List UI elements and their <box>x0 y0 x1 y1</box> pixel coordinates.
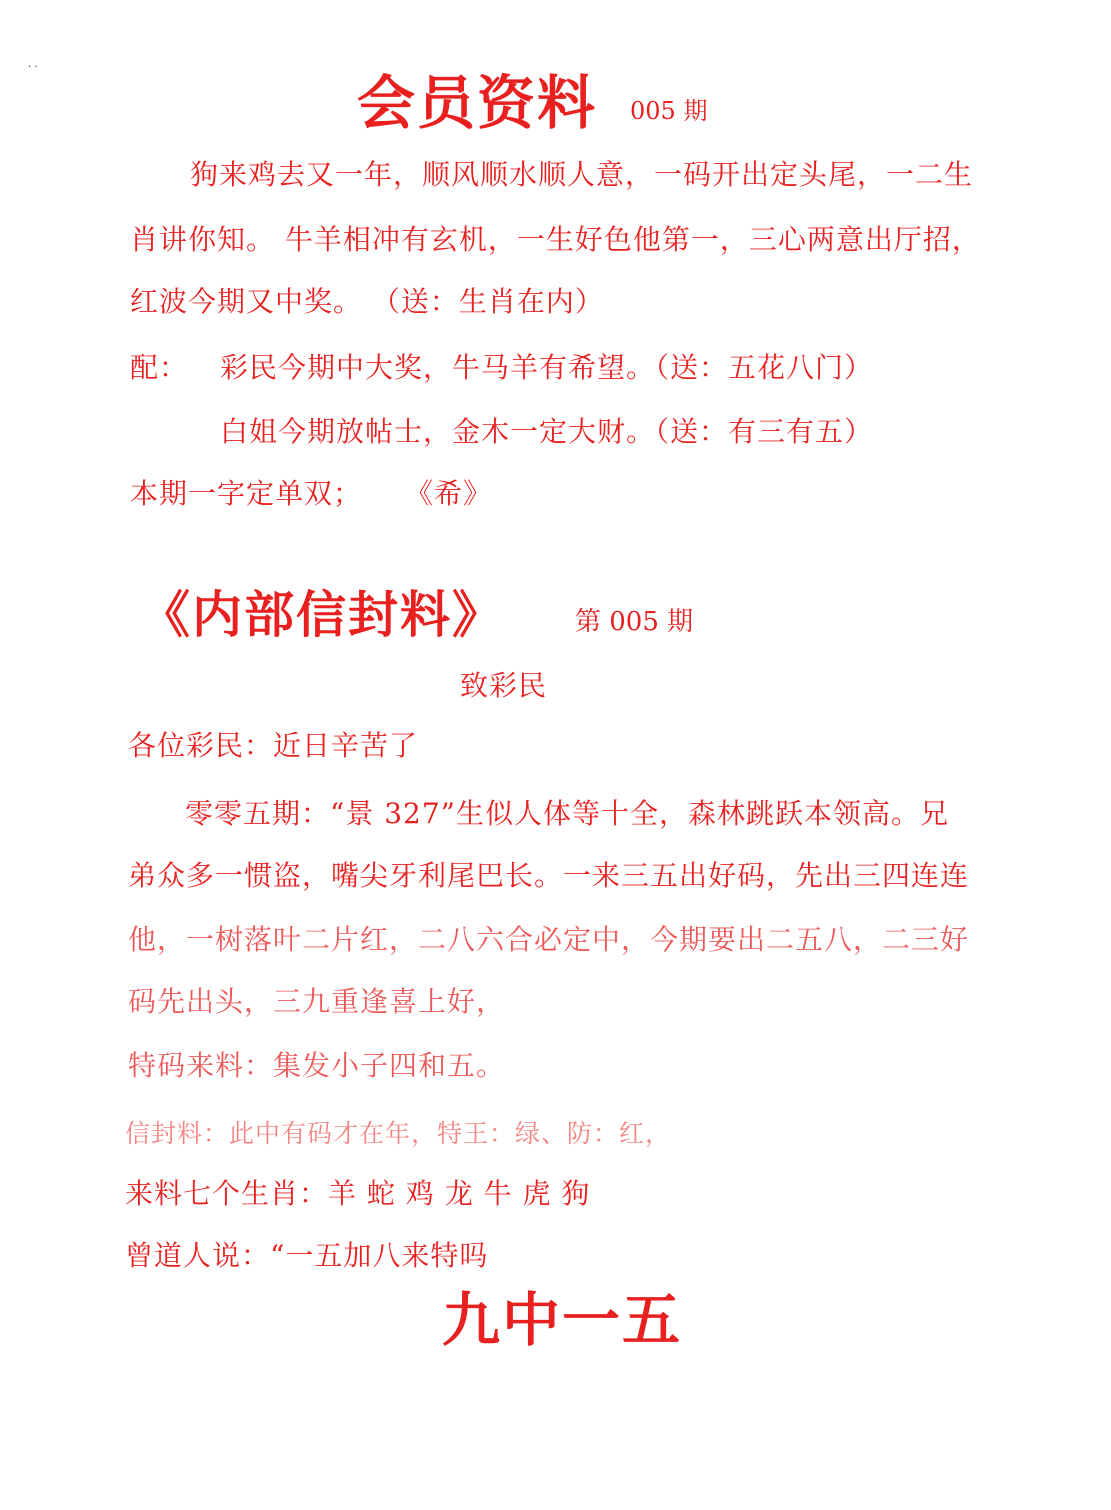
envelope-line: 信封料：此中有码才在年，特王：绿、防：红， <box>125 1119 672 1148</box>
body-line-4: 码先出头，三九重逢喜上好， <box>128 985 506 1018</box>
zodiac-line: 来料七个生肖：羊 蛇 鸡 龙 牛 虎 狗 <box>125 1177 591 1210</box>
member-info-title: 会员资料 <box>357 69 598 137</box>
internal-envelope-title: 《内部信封料》 <box>140 585 504 644</box>
match-line-1: 彩民今期中大奖，牛马羊有希望。（送：五花八门） <box>220 351 874 384</box>
internal-envelope-issue: 第 005 期 <box>575 607 694 637</box>
member-info-issue: 005 期 <box>630 97 708 125</box>
one-char-label: 本期一字定单双； <box>130 477 363 510</box>
poem-line-1: 狗来鸡去又一年，顺风顺水顺人意，一码开出定头尾，一二生 <box>190 158 974 191</box>
salutation-title: 致彩民 <box>460 669 548 702</box>
poem-line-3: 红波今期又中奖。 （送：生肖在内） <box>130 285 604 318</box>
body-line-1: 零零五期：“景 327”生似人体等十全，森林跳跃本领高。兄 <box>185 797 949 830</box>
greeting-line: 各位彩民：近日辛苦了 <box>128 729 419 762</box>
match-label: 配： <box>130 351 189 384</box>
body-line-2: 弟众多一惯盗，嘴尖牙利尾巴长。一来三五出好码，先出三四连连 <box>128 859 970 892</box>
scan-dots: · · <box>28 62 38 73</box>
special-code-line: 特码来料：集发小子四和五。 <box>128 1049 506 1082</box>
final-numbers: 九中一五 <box>442 1286 683 1354</box>
one-char-value: 《希》 <box>405 477 493 510</box>
poem-line-2: 肖讲你知。 牛羊相冲有玄机，一生好色他第一，三心两意出厅招， <box>130 223 981 256</box>
taoist-line: 曾道人说：“一五加八来特吗 <box>125 1239 489 1272</box>
match-line-2: 白姐今期放帖士，金木一定大财。（送：有三有五） <box>220 415 874 448</box>
body-line-3: 他，一树落叶二片红，二八六合必定中，今期要出二五八，二三好 <box>128 923 970 956</box>
